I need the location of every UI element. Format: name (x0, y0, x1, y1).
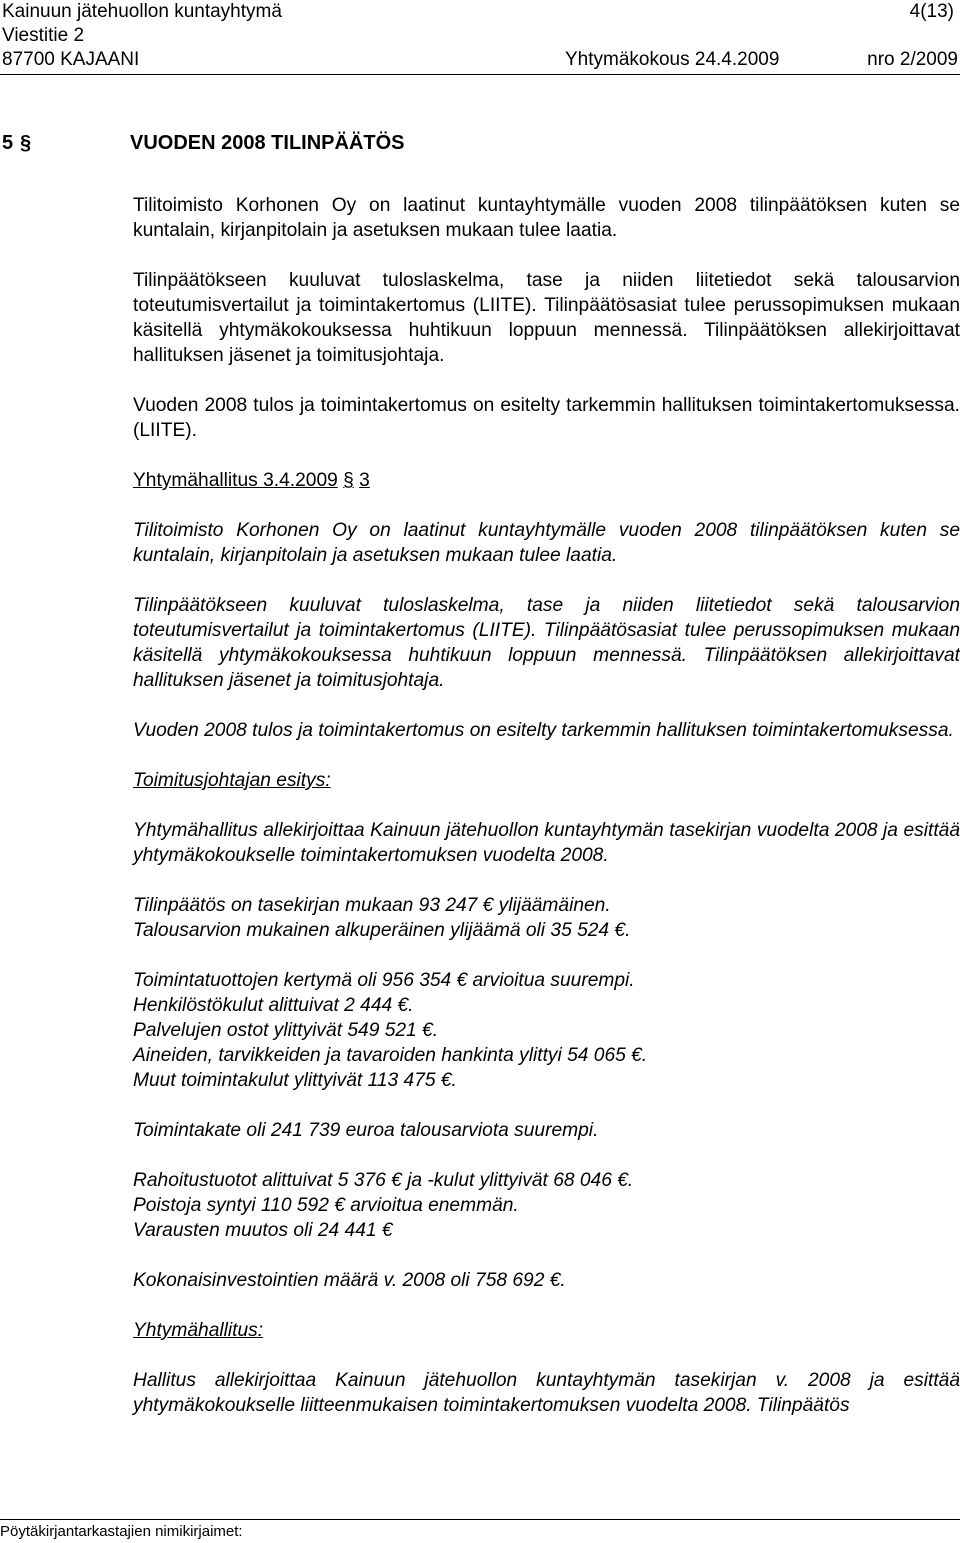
result-line: Rahoitustuotot alittuivat 5 376 € ja -kulut ylittyivät 68 046 €. (133, 1170, 634, 1191)
result-line: Muut toimintakulut ylittyivät 113 475 €. (133, 1070, 457, 1091)
result-line: Toimintakate oli 241 739 euroa talousarviota suurempi. (133, 1120, 599, 1141)
decision-paragraph: Hallitus allekirjoittaa Kainuun jätehuollon kuntayhtymän tasekirjan v. 2008 ja esittää yhtymäkokoukselle liitteenmukaisen toimintakertomuksen vuodelta 2008. Tilinpäätös (133, 1370, 960, 1416)
result-group-2 (133, 968, 960, 1093)
board-paragraph-2: Tilinpäätökseen kuuluvat tuloslaskelma, tase ja niiden liitetiedot sekä talousarvion toteutumisvertailut ja toimintakertomus (LIITE). Tilinpäätösasiat tulee perussopimuksen mukaan käsitellä yhtymäkokouksessa huhtikuun loppuun mennessä. Tilinpäätöksen allekirjoittavat hallituksen jäsenet ja toimitusjohtaja. (133, 595, 960, 691)
footer-divider (0, 1519, 960, 1520)
result-group-3 (133, 1118, 960, 1143)
result-line: Tilinpäätös on tasekirjan mukaan 93 247 € ylijäämäinen. (133, 895, 611, 916)
result-line: Toimintatuottojen kertymä oli 956 354 € arvioitua suurempi. (133, 970, 635, 991)
result-line: Henkilöstökulut alittuivat 2 444 €. (133, 995, 414, 1016)
page-number: 4(13) (909, 1, 954, 22)
result-line: Varausten muutos oli 24 441 € (133, 1220, 393, 1241)
intro-paragraph-1: Tilitoimisto Korhonen Oy on laatinut kuntayhtymälle vuoden 2008 tilinpäätöksen kuten se kuntalain, kirjanpitolain ja asetuksen mukaan tulee laatia. (133, 195, 960, 241)
result-group-1 (133, 893, 960, 943)
board-paragraph-1: Tilitoimisto Korhonen Oy on laatinut kuntayhtymälle vuoden 2008 tilinpäätöksen kuten se kuntalain, kirjanpitolain ja asetuksen mukaan tulee laatia. (133, 520, 960, 566)
intro-paragraph-2: Tilinpäätökseen kuuluvat tuloslaskelma, tase ja niiden liitetiedot sekä talousarvion toteutumisvertailut ja toimintakertomus (LIITE). Tilinpäätösasiat tulee perussopimuksen mukaan käsitellä yhtymäkokouksessa huhtikuun loppuun mennessä. Tilinpäätöksen allekirjoittavat hallituksen jäsenet ja toimitusjohtaja. (133, 270, 960, 366)
section-symbol: § (20, 132, 32, 154)
result-group-4 (133, 1168, 960, 1243)
section-heading (2, 129, 405, 157)
result-line: Kokonaisinvestointien määrä v. 2008 oli 758 692 €. (133, 1270, 566, 1291)
proposal-label: Toimitusjohtajan esitys: (133, 770, 331, 791)
result-line: Poistoja syntyi 110 592 € arvioitua enemmän. (133, 1195, 519, 1216)
proposal-paragraph: Yhtymähallitus allekirjoittaa Kainuun jätehuollon kuntayhtymän tasekirjan vuodelta 2008 ja esittää yhtymäkokoukselle toimintakertomuksen vuodelta 2008. (133, 820, 960, 866)
page-header (0, 0, 960, 72)
board-reference-number: 3 (359, 470, 370, 491)
board-paragraph-3: Vuoden 2008 tulos ja toimintakertomus on esitelty tarkemmin hallituksen toimintakertomuksessa. (133, 720, 954, 741)
intro-paragraph-3: Vuoden 2008 tulos ja toimintakertomus on esitelty tarkemmin hallituksen toimintakertomuksessa. (LIITE). (133, 395, 960, 441)
section-number: 5 (2, 132, 14, 154)
signature-note: Pöytäkirjantarkastajien nimikirjaimet: (0, 1523, 243, 1540)
decision-label: Yhtymähallitus: (133, 1320, 264, 1341)
board-reference-label: Yhtymähallitus 3.4.2009 (133, 470, 338, 491)
organization-name: Kainuun jätehuollon kuntayhtymä (2, 1, 282, 22)
result-line: Palvelujen ostot ylittyivät 549 521 €. (133, 1020, 439, 1041)
postal-address: 87700 KAJAANI (2, 49, 140, 70)
meeting-date: Yhtymäkokous 24.4.2009 (565, 49, 780, 70)
meeting-number: nro 2/2009 (867, 49, 958, 70)
result-line: Talousarvion mukainen alkuperäinen ylijäämä oli 35 524 €. (133, 920, 631, 941)
section-title: VUODEN 2008 TILINPÄÄTÖS (130, 132, 405, 154)
document-body (133, 193, 960, 1418)
result-group-5 (133, 1268, 960, 1293)
street-address: Viestitie 2 (2, 25, 85, 46)
board-reference (133, 468, 960, 493)
result-line: Aineiden, tarvikkeiden ja tavaroiden hankinta ylittyi 54 065 €. (133, 1045, 648, 1066)
header-divider (0, 74, 960, 75)
board-reference-symbol: § (343, 470, 354, 491)
